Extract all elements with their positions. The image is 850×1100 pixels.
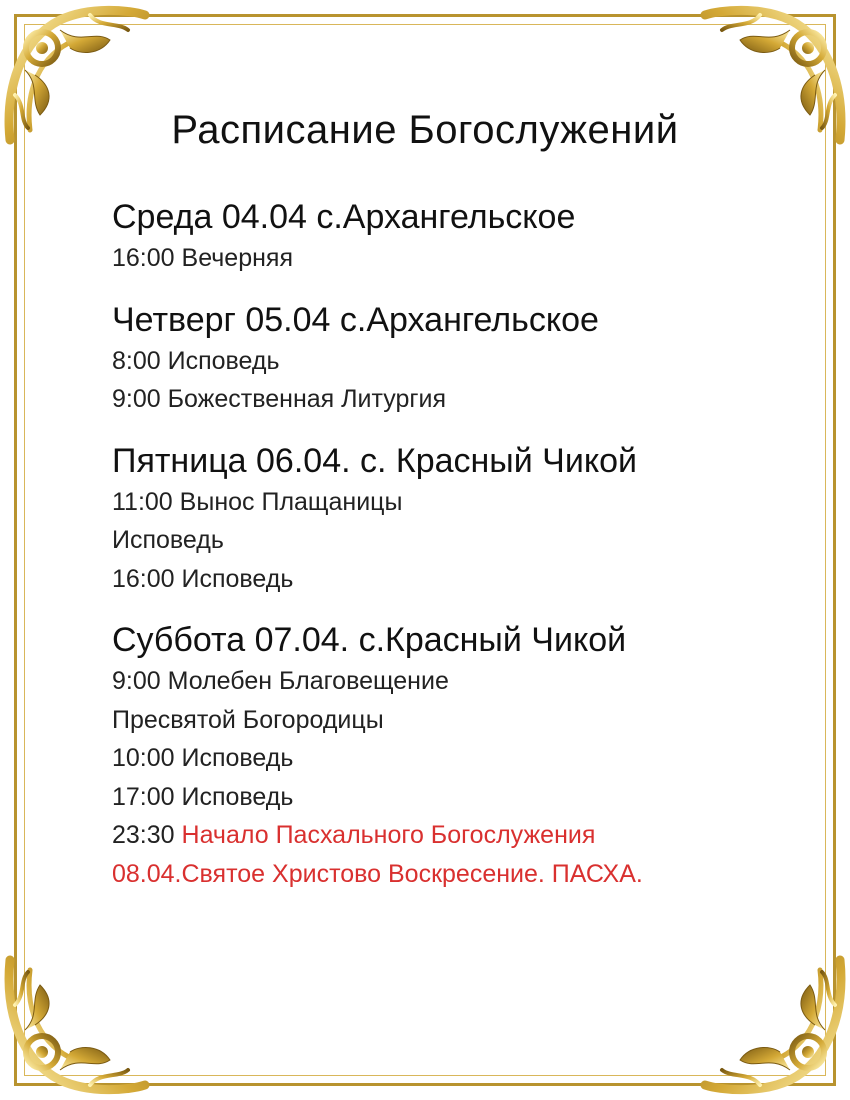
service-time: 10:00 — [112, 744, 175, 772]
service-item — [112, 662, 752, 701]
day-saturday — [112, 618, 752, 893]
service-item — [112, 483, 752, 522]
service-text: Исповедь — [167, 346, 280, 375]
service-text: Исповедь — [181, 564, 294, 593]
service-text: Вынос Плащаницы — [179, 487, 403, 516]
day-heading: Четверг 05.04 с.Архангельское — [112, 300, 599, 339]
day-thursday — [112, 298, 752, 419]
service-item — [112, 560, 752, 599]
service-text: Пресвятой Богородицы — [112, 705, 384, 734]
service-time: 16:00 — [112, 244, 175, 272]
ornament-bottom-left-icon — [0, 950, 150, 1100]
service-item — [112, 342, 752, 381]
service-text: Исповедь — [181, 744, 294, 772]
service-item — [112, 778, 752, 817]
day-heading: Пятница 06.04. с. Красный Чикой — [112, 441, 637, 480]
schedule-list — [112, 195, 752, 913]
service-item — [112, 701, 752, 740]
service-text: Исповедь — [112, 526, 224, 554]
service-time: 23:30 — [112, 821, 175, 849]
service-time: 11:00 — [112, 487, 173, 516]
service-time: 16:00 — [112, 564, 175, 593]
service-time: 17:00 — [112, 782, 175, 811]
service-text-highlight: Начало Пасхального Богослужения — [181, 821, 596, 849]
service-item — [112, 739, 752, 778]
service-time: 8:00 — [112, 346, 161, 375]
service-text: Вечерняя — [181, 244, 293, 272]
service-text: Исповедь — [181, 782, 294, 811]
service-item — [112, 239, 752, 278]
day-wednesday — [112, 195, 752, 278]
service-item — [112, 521, 752, 560]
day-heading: Суббота 07.04. с.Красный Чикой — [112, 621, 627, 659]
service-time: 9:00 — [112, 667, 161, 695]
service-time: 9:00 — [112, 385, 161, 413]
service-text: Божественная Литургия — [167, 385, 446, 413]
day-heading: Среда 04.04 с.Архангельское — [112, 198, 576, 236]
day-friday — [112, 439, 752, 599]
service-item — [112, 380, 752, 419]
service-item — [112, 816, 752, 855]
service-text: Молебен Благовещение — [167, 667, 449, 695]
ornament-bottom-right-icon — [700, 950, 850, 1100]
easter-announcement: 08.04.Святое Христово Воскресение. ПАСХА. — [112, 859, 643, 888]
page-title: Расписание Богослужений — [171, 108, 679, 152]
